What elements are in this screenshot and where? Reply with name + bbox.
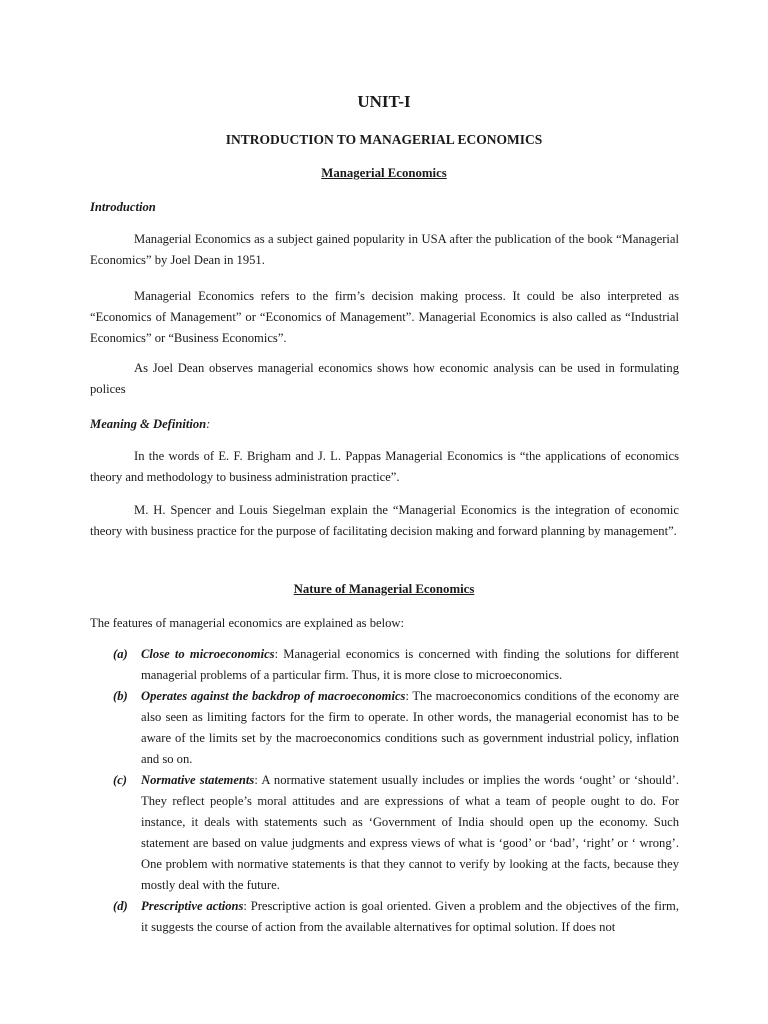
feature-item — [90, 686, 679, 770]
feature-term: Close to microeconomics — [141, 647, 275, 661]
features-list — [90, 644, 679, 938]
feature-item — [90, 896, 679, 938]
meaning-paragraph: In the words of E. F. Brigham and J. L. Pappas Managerial Economics is “the applications of economics theory and methodology to business administration practice”. — [90, 449, 679, 484]
feature-term: Prescriptive actions — [141, 899, 244, 913]
feature-term: Normative statements — [141, 773, 255, 787]
intro-paragraph: Managerial Economics refers to the firm’s decision making process. It could be also interpreted as “Economics of Management” or “Economics of Management”. Managerial Economics is also called as “Industrial Economics” or “Business Economics”. — [90, 289, 679, 345]
feature-text: : The macroeconomics conditions of the economy are also seen as limiting factors for the firm to operate. In other words, the managerial economist has to be aware of the limits set by the macroeconomics conditions such as government industrial policy, inflation and so on. — [141, 689, 679, 766]
section-title-managerial-economics: Managerial Economics — [321, 166, 447, 180]
intro-paragraph: As Joel Dean observes managerial economics shows how economic analysis can be used in formulating polices — [90, 361, 679, 396]
feature-text: : Managerial economics is concerned with finding the solutions for different managerial problems of a particular firm. Thus, it is more close to microeconomics. — [141, 647, 679, 682]
section-title-nature: Nature of Managerial Economics — [293, 582, 475, 596]
feature-term: Operates against the backdrop of macroeconomics — [141, 689, 406, 703]
feature-text: : Prescriptive action is goal oriented. Given a problem and the objectives of the firm, it suggests the course of action from the available alternatives for optimal solution. If does not — [141, 899, 679, 934]
nature-intro-paragraph: The features of managerial economics are explained as below: — [90, 616, 405, 630]
meaning-definition-heading — [90, 415, 210, 433]
unit-title: UNIT-I — [357, 92, 411, 111]
feature-marker: (c) — [113, 773, 127, 787]
meaning-heading-text: Meaning & Definition — [90, 417, 207, 431]
feature-marker: (a) — [113, 647, 128, 661]
introduction-heading: Introduction — [90, 200, 156, 214]
feature-item — [90, 644, 679, 686]
main-title: INTRODUCTION TO MANAGERIAL ECONOMICS — [225, 132, 543, 147]
feature-marker: (b) — [113, 689, 128, 703]
feature-marker: (d) — [113, 899, 128, 913]
feature-text: : A normative statement usually includes or implies the words ‘ought’ or ‘should’. They reflect people’s moral attitudes and are expressions of what a team of people ought to do. For instance, it deals with statements such as ‘Government of India should open up the economy. Such statement are based on value judgments and express views of what is ‘good’ or ‘bad’, ‘right’ or ‘ wrong’. One problem with normative statements is that they cannot to verify by looking at the facts, because they mostly deal with the future. — [141, 773, 679, 892]
feature-item — [90, 770, 679, 896]
meaning-heading-colon: : — [206, 417, 211, 431]
meaning-paragraph: M. H. Spencer and Louis Siegelman explain the “Managerial Economics is the integration of economic theory with business practice for the purpose of facilitating decision making and forward planning by management”. — [90, 503, 679, 538]
intro-paragraph: Managerial Economics as a subject gained popularity in USA after the publication of the book “Managerial Economics” by Joel Dean in 1951. — [90, 232, 679, 267]
